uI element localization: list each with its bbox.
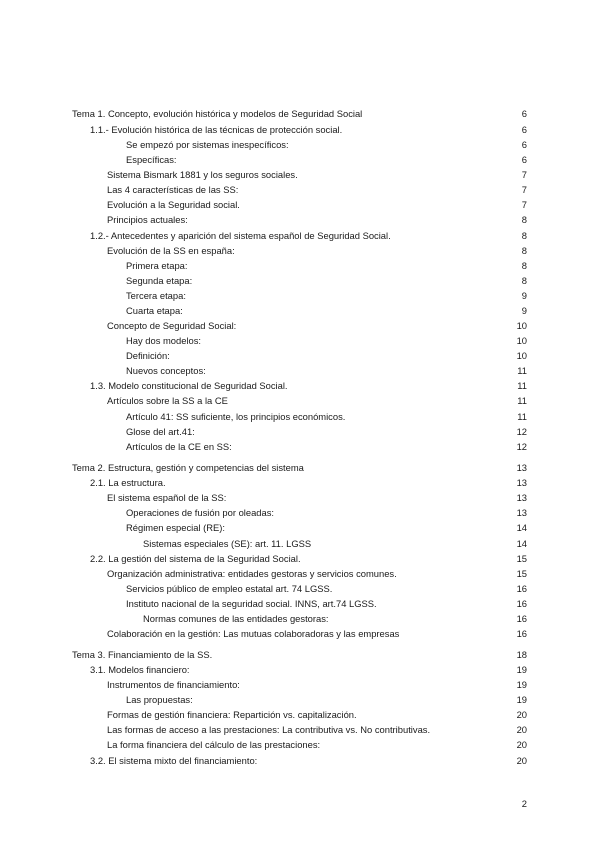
toc-entry-page: 10 <box>516 335 527 346</box>
toc-entry-title: Operaciones de fusión por oleadas: <box>126 507 275 518</box>
toc-entry[interactable] <box>0 319 600 333</box>
toc-entry[interactable] <box>0 304 600 318</box>
toc-entry[interactable] <box>0 410 600 424</box>
toc-entry[interactable] <box>0 723 600 737</box>
toc-entry-page: 6 <box>521 154 527 165</box>
toc-entry-page: 12 <box>516 441 527 452</box>
toc-entry-title: Sistema Bismark 1881 y los seguros sociales. <box>107 169 298 180</box>
toc-entry-page: 20 <box>516 739 527 750</box>
toc-entry[interactable] <box>0 138 600 152</box>
toc-entry[interactable] <box>0 259 600 273</box>
toc-entry-page: 8 <box>521 260 527 271</box>
toc-entry-title: 3.2. El sistema mixto del financiamiento: <box>90 755 258 766</box>
toc-entry[interactable] <box>0 183 600 197</box>
page-number: 2 <box>521 798 527 809</box>
toc-entry-page: 11 <box>517 395 527 406</box>
toc-entry-title: Nuevos conceptos: <box>126 365 206 376</box>
toc-chapter-entry[interactable] <box>0 461 600 475</box>
toc-entry-title: Segunda etapa: <box>126 275 193 286</box>
toc-entry[interactable] <box>0 582 600 596</box>
toc-entry-title: Organización administrativa: entidades gestoras y servicios comunes. <box>107 568 397 579</box>
toc-entry-title: Evolución a la Seguridad social. <box>107 199 240 210</box>
toc-entry-page: 20 <box>516 755 527 766</box>
toc-entry-page: 16 <box>516 613 527 624</box>
toc-entry-page: 18 <box>516 649 527 660</box>
toc-entry[interactable] <box>0 506 600 520</box>
toc-entry-page: 9 <box>521 305 527 316</box>
toc-entry-title: Servicios público de empleo estatal art. 74 LGSS. <box>126 583 333 594</box>
toc-entry[interactable] <box>0 738 600 752</box>
toc-entry-page: 16 <box>516 583 527 594</box>
toc-entry-page: 8 <box>521 275 527 286</box>
toc-entry-page: 8 <box>521 245 527 256</box>
toc-entry-title: Normas comunes de las entidades gestoras: <box>143 613 329 624</box>
toc-entry[interactable] <box>0 491 600 505</box>
toc-entry-page: 6 <box>521 124 527 135</box>
toc-chapter-entry[interactable] <box>0 107 600 121</box>
toc-entry-title: Concepto de Seguridad Social: <box>107 320 237 331</box>
toc-entry-page: 19 <box>516 664 527 675</box>
toc-entry[interactable] <box>0 123 600 137</box>
toc-entry-title: Evolución de la SS en españa: <box>107 245 235 256</box>
toc-entry-title: Artículos de la CE en SS: <box>126 441 232 452</box>
toc-entry-title: Hay dos modelos: <box>126 335 202 346</box>
toc-entry-page: 7 <box>521 169 527 180</box>
toc-entry-title: Sistemas especiales (SE): art. 11. LGSS <box>143 538 312 549</box>
toc-entry-page: 7 <box>521 199 527 210</box>
toc-entry[interactable] <box>0 213 600 227</box>
toc-entry-page: 20 <box>516 709 527 720</box>
toc-entry-title: Colaboración en la gestión: Las mutuas colaboradoras y las empresas <box>107 628 400 639</box>
toc-entry-page: 15 <box>516 568 527 579</box>
toc-entry[interactable] <box>0 663 600 677</box>
toc-entry-title: Se empezó por sistemas inespecíficos: <box>126 139 289 150</box>
toc-entry-page: 15 <box>516 553 527 564</box>
toc-entry-title: Tema 2. Estructura, gestión y competencias del sistema <box>72 462 304 473</box>
toc-entry[interactable] <box>0 349 600 363</box>
toc-entry[interactable] <box>0 476 600 490</box>
toc-chapter-entry[interactable] <box>0 648 600 662</box>
toc-entry-title: Cuarta etapa: <box>126 305 183 316</box>
toc-entry[interactable] <box>0 754 600 768</box>
toc-entry[interactable] <box>0 274 600 288</box>
toc-entry-title: Definición: <box>126 350 170 361</box>
toc-entry-page: 19 <box>516 679 527 690</box>
toc-entry-page: 8 <box>521 214 527 225</box>
toc-entry[interactable] <box>0 244 600 258</box>
toc-entry-title: 2.2. La gestión del sistema de la Seguridad Social. <box>90 553 301 564</box>
toc-entry-title: Las propuestas: <box>126 694 193 705</box>
toc-entry-title: Principios actuales: <box>107 214 188 225</box>
toc-entry-title: Artículos sobre la SS a la CE <box>107 395 228 406</box>
toc-entry-page: 11 <box>517 380 527 391</box>
toc-entry-title: 2.1. La estructura. <box>90 477 166 488</box>
toc-entry[interactable] <box>0 229 600 243</box>
toc-entry[interactable] <box>0 597 600 611</box>
toc-entry-page: 12 <box>516 426 527 437</box>
toc-entry[interactable] <box>0 379 600 393</box>
toc-entry-page: 11 <box>517 365 527 376</box>
toc-entry-title: Tercera etapa: <box>126 290 186 301</box>
toc-entry[interactable] <box>0 567 600 581</box>
toc-entry-title: 1.3. Modelo constitucional de Seguridad Social. <box>90 380 288 391</box>
toc-entry-title: Primera etapa: <box>126 260 188 271</box>
toc-entry[interactable] <box>0 394 600 408</box>
toc-entry-page: 6 <box>521 139 527 150</box>
toc-entry-page: 9 <box>521 290 527 301</box>
toc-entry[interactable] <box>0 289 600 303</box>
toc-entry[interactable] <box>0 521 600 535</box>
toc-entry-page: 16 <box>516 598 527 609</box>
toc-entry-page: 14 <box>516 522 527 533</box>
toc-entry-title: Instituto nacional de la seguridad social. INNS, art.74 LGSS. <box>126 598 377 609</box>
toc-entry-title: Tema 1. Concepto, evolución histórica y modelos de Seguridad Social <box>72 108 363 119</box>
toc-entry[interactable] <box>0 198 600 212</box>
toc-entry-title: Las formas de acceso a las prestaciones: La contributiva vs. No contributivas. <box>107 724 431 735</box>
toc-entry-page: 13 <box>516 477 527 488</box>
toc-entry-page: 8 <box>521 230 527 241</box>
toc-entry-page: 13 <box>516 507 527 518</box>
toc-entry[interactable] <box>0 708 600 722</box>
toc-entry-page: 6 <box>521 108 527 119</box>
toc-entry-title: Tema 3. Financiamiento de la SS. <box>72 649 213 660</box>
toc-entry[interactable] <box>0 552 600 566</box>
toc-entry-title: Específicas: <box>126 154 177 165</box>
toc-entry[interactable] <box>0 168 600 182</box>
toc-entry-title: 3.1. Modelos financiero: <box>90 664 190 675</box>
toc-entry-title: Instrumentos de financiamiento: <box>107 679 240 690</box>
toc-entry[interactable] <box>0 693 600 707</box>
toc-entry[interactable] <box>0 612 600 626</box>
toc-entry-page: 16 <box>516 628 527 639</box>
toc-entry-title: 1.2.- Antecedentes y aparición del sistema español de Seguridad Social. <box>90 230 391 241</box>
toc-entry[interactable] <box>0 364 600 378</box>
toc-entry-title: Artículo 41: SS suficiente, los principios económicos. <box>126 411 346 422</box>
toc-entry-page: 20 <box>516 724 527 735</box>
toc-entry-title: Glose del art.41: <box>126 426 195 437</box>
toc-entry-title: Las 4 características de las SS: <box>107 184 239 195</box>
toc-entry[interactable] <box>0 440 600 454</box>
toc-entry-title: Régimen especial (RE): <box>126 522 225 533</box>
toc-entry-page: 11 <box>517 411 527 422</box>
toc-entry-title: 1.1.- Evolución histórica de las técnicas de protección social. <box>90 124 343 135</box>
toc-entry-page: 10 <box>516 350 527 361</box>
toc-entry[interactable] <box>0 627 600 641</box>
toc-entry-page: 10 <box>516 320 527 331</box>
toc-entry-title: Formas de gestión financiera: Repartición vs. capitalización. <box>107 709 357 720</box>
toc-entry-page: 13 <box>516 462 527 473</box>
toc-entry[interactable] <box>0 678 600 692</box>
toc-entry[interactable] <box>0 537 600 551</box>
toc-entry-page: 13 <box>516 492 527 503</box>
toc-entry-page: 7 <box>521 184 527 195</box>
toc-entry-title: El sistema español de la SS: <box>107 492 227 503</box>
toc-entry-title: La forma financiera del cálculo de las prestaciones: <box>107 739 321 750</box>
toc-entry-page: 14 <box>516 538 527 549</box>
toc-entry[interactable] <box>0 153 600 167</box>
toc-entry[interactable] <box>0 425 600 439</box>
toc-entry-page: 19 <box>516 694 527 705</box>
toc-entry[interactable] <box>0 334 600 348</box>
